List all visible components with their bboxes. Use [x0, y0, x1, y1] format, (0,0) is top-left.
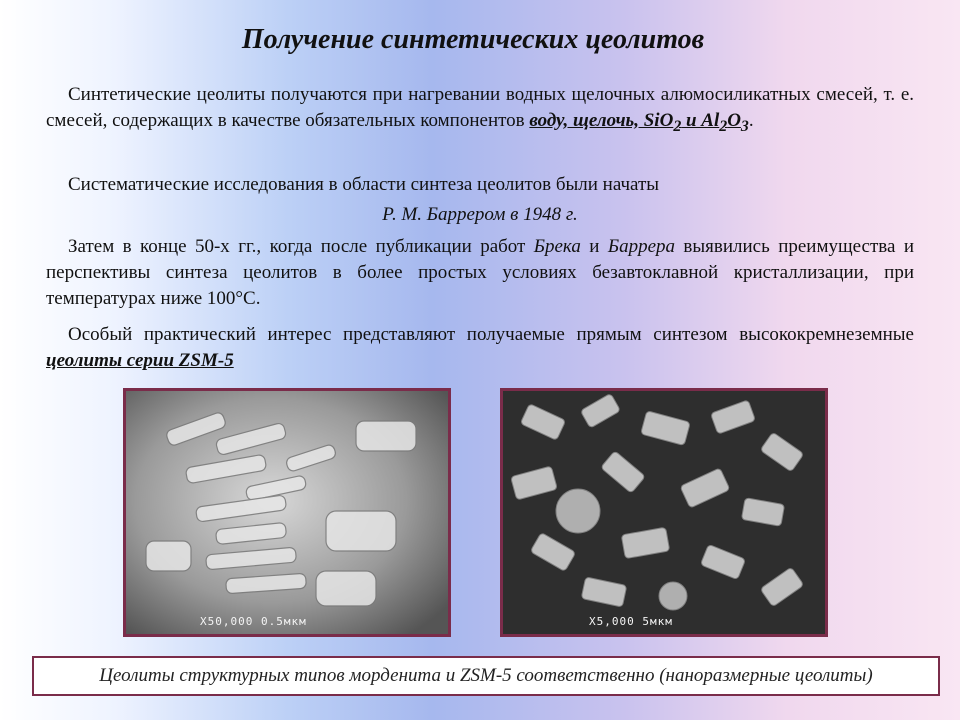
author-name: Баррера: [607, 236, 675, 257]
page-title: Получение синтетических цеолитов: [241, 24, 705, 55]
paragraph-research: Систематические исследования в области синтеза цеолитов были начаты: [68, 174, 660, 195]
zsm5-highlight: цеолиты серии ZSM-5: [46, 350, 234, 371]
paragraph-text: Синтетические цеолиты получаются при нагревании водных щелочных алюмосиликатных смесей, т. е. смесей, содержащих в качестве обязательных компонентов: [46, 84, 914, 131]
subscript: 3: [740, 117, 749, 135]
paragraph-zsm5: [46, 322, 914, 374]
components-text-2: и Al: [681, 110, 720, 131]
left-scale-label: X50,000 0.5мкм: [200, 615, 307, 628]
paragraph-text: выявились преимущества и перспективы синтеза цеолитов в более простых условиях безавтоклавной кристаллизации, при температурах ниже 100°С.: [46, 236, 915, 309]
right-scale-label: X5,000 5мкм: [589, 615, 673, 628]
paragraph-barrer: Р. М. Баррером в 1948 г.: [382, 204, 578, 225]
paragraph-history: [46, 234, 914, 312]
period: .: [748, 110, 754, 131]
subscript: 2: [673, 117, 682, 135]
paragraph-text: Затем в конце 50-х гг., когда после публикации работ: [68, 236, 534, 257]
components-text-3: O: [727, 110, 741, 131]
paragraph-text: Особый практический интерес представляют получаемые прямым синтезом высококремнеземные: [68, 324, 914, 345]
figure-caption: Цеолиты структурных типов морденита и ZSM-5 соответственно (наноразмерные цеолиты): [32, 656, 940, 696]
author-name: Брека: [533, 236, 581, 257]
zsm5-sem-image: [500, 388, 828, 637]
subscript: 2: [719, 117, 728, 135]
components-text: воду, щелочь, SiO: [529, 110, 674, 131]
components-highlight: [529, 110, 749, 135]
mordenite-sem-image: [123, 388, 451, 637]
paragraph-text: и: [580, 236, 608, 257]
paragraph-synthesis: [46, 82, 914, 140]
